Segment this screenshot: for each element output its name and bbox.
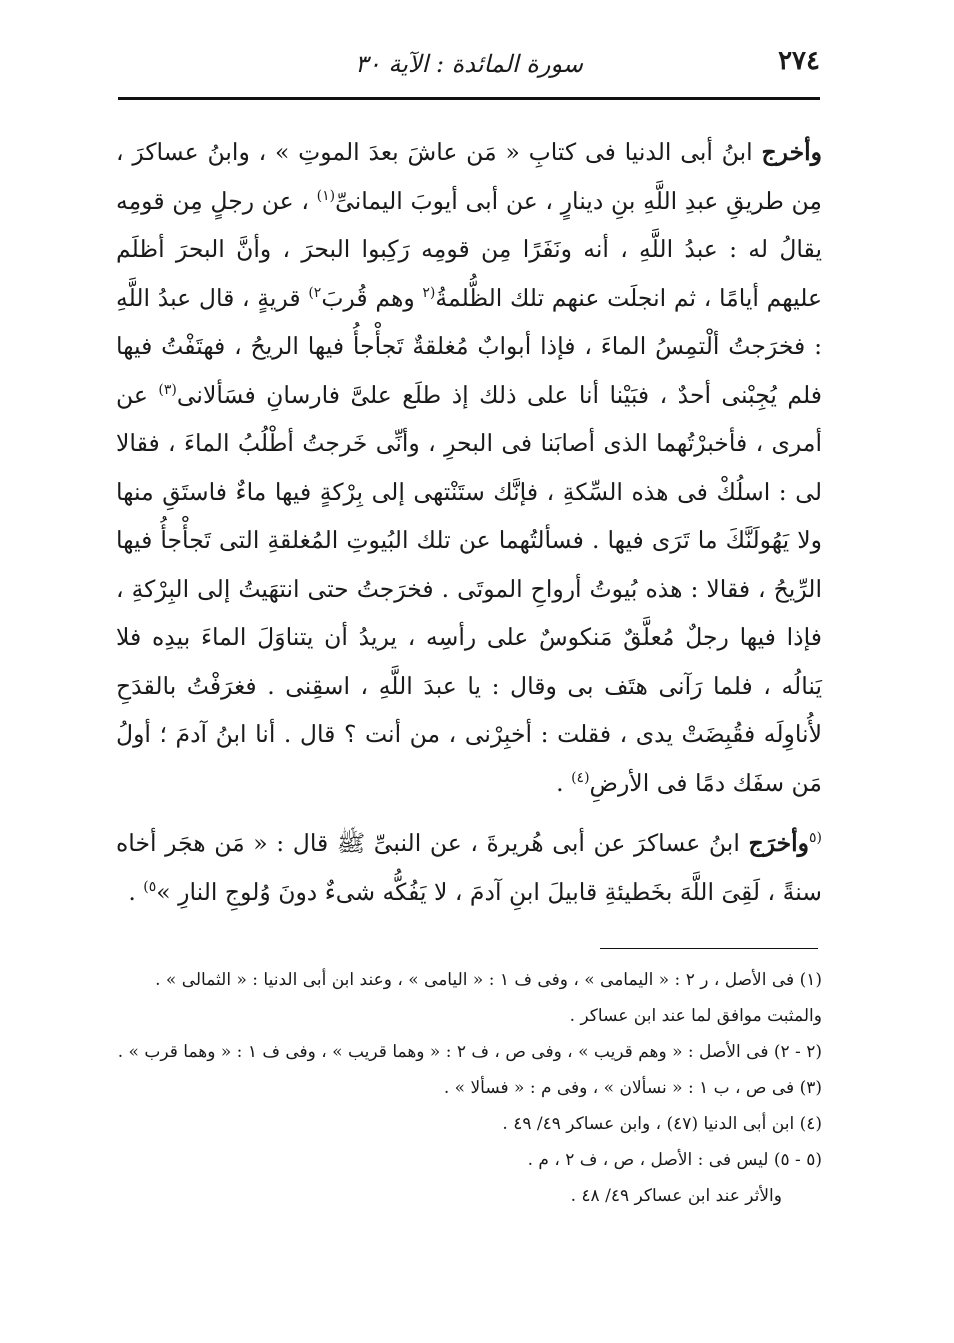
paragraph-lead: وأخرَج <box>748 829 809 857</box>
main-text <box>116 128 822 916</box>
footnote-ref-1: (١) <box>316 187 336 204</box>
footnote-4: (٤) ابن أبى الدنيا (٤٧) ، وابن عساكر ٤٩/ ٤٩ . <box>502 1114 822 1134</box>
paragraph-2 <box>116 819 822 916</box>
paragraph-text: وهم قُربَ <box>321 283 423 312</box>
footnote-5-continuation: والأثر عند ابن عساكر ٤٩/ ٤٨ . <box>570 1186 782 1206</box>
footnote-ref-4: (٤) <box>571 769 590 786</box>
paragraph-text: . <box>556 768 572 797</box>
footnote-rule <box>600 948 818 949</box>
header-rule <box>118 97 820 100</box>
footnote-1: (١) فى الأصل ، ر ٢ : « اليمامى » ، وفى ف ١ : « اليامى » ، وعند ابن أبى الدنيا : « الثمالى » . والمثبت موافق لما عند ابن عساكر . <box>155 970 822 1026</box>
paragraph-text: قريةٍ ، قال عبدُ اللَّهِ : فخرَجتُ ألْتمِسُ الماءَ ، فإذا أبوابٌ مُغلقةٌ تَجأْجأُ فيها الريحُ ، فهتَفْتُ فيها فلم يُجِبْنى أحدٌ ، فبَيْنا أنا على ذلك إذ طلَع علىَّ فارسانِ فسَألانى <box>116 283 823 409</box>
paragraph-text: ابنُ عساكرَ عن أبى هُريرةَ ، عن النبىِّ ﷺ قال : « مَن هجَر أخاه سنةً ، لَقِىَ اللَّهَ بخَطيئةِ قابيلَ ابنِ آدمَ ، لا يَفُكُّه شىءٌ دونَ وُلوجِ النارِ » <box>116 829 822 906</box>
footnote-ref-2-start: (٢ <box>422 284 436 301</box>
page-header <box>118 40 820 90</box>
paragraph-text: . <box>128 877 144 906</box>
footnote-ref-5-start: (٥ <box>809 830 822 847</box>
page-number: ٢٧٤ <box>778 46 820 76</box>
paragraph-text: عن أمرى ، فأخبرْتُهما الذى أصابَنا فى البحرِ ، وأنِّى خَرجتُ أطْلُبُ الماءَ ، فقالا لى : اسلُكْ فى هذه السِّكةِ ، فإنَّك ستَنْتهى إلى بِرْكةٍ فيها ماءٌ فاستَقِ منها ولا يَهُولَنَّكَ ما تَرَى فيها . فسألتُهما عن تلك البُيوتِ المُغلقةِ التى تَجأْجأُ فيها الرِّيحُ ، فقالا : هذه بُيوتُ أرواحِ الموتَى . فخرَجتُ حتى انتهَيتُ إلى البِرْكةِ ، فإذا فيها رجلٌ مُعلَّقٌ مَنكوسٌ على رأسِه ، يريدُ أن يتناوَلَ الماءَ بيدِه فلا يَنالُه ، فلما رَآنى هتَف بى وقال : يا عبدَ اللَّهِ ، اسقِنى . فغرَفْتُ بالقدَحِ لأُناوِلَه فقُبِضَتْ يدى ، فقلت : أخبِرْنى ، من أنت ؟ قال . أنا ابنُ آدمَ ؛ أولُ مَن سفَك دمًا فى الأرضِ <box>116 380 822 797</box>
footnotes <box>116 962 822 1214</box>
footnote-5: (٥ - ٥) ليس فى : الأصل ، ص ، ف ٢ ، م . <box>527 1150 822 1170</box>
footnote-ref-3: (٣) <box>158 381 177 398</box>
running-title: سورة المائدة : الآية ٣٠ <box>355 50 583 78</box>
paragraph-text: ابنُ أبى الدنيا فى كتابِ « مَن عاشَ بعدَ الموتِ » ، وابنُ عساكرَ ، مِن طريقِ عبدِ اللَّهِ بنِ دينارٍ ، عن أبى أيوبَ اليمانىِّ <box>116 138 822 215</box>
paragraph-lead: وأخرج <box>761 138 822 166</box>
footnote-3: (٣) فى ص ، ب ١ : « نسألان » ، وفى م : « فسألا » . <box>443 1078 822 1098</box>
paragraph-text: ، عن رجلٍ مِن قومِه يقالُ له : عبدُ اللَّهِ ، أنه ونَفَرًا مِن قومِه رَكِبوا البحرَ ، وأنَّ البحرَ أظلَم عليهم أيامًا ، ثم انجلَت عنهم تلك الظُّلمةُ <box>116 186 822 312</box>
paragraph-1 <box>116 128 822 807</box>
footnote-ref-2-end: ٢) <box>308 284 322 301</box>
footnote-2: (٢ - ٢) فى الأصل : « وهم قريب » ، وفى ص ، ف ٢ : « وهما قريب » ، وفى ف ١ : « وهما قرب » . <box>117 1042 822 1062</box>
footnote-ref-5-end: ٥) <box>143 878 157 895</box>
